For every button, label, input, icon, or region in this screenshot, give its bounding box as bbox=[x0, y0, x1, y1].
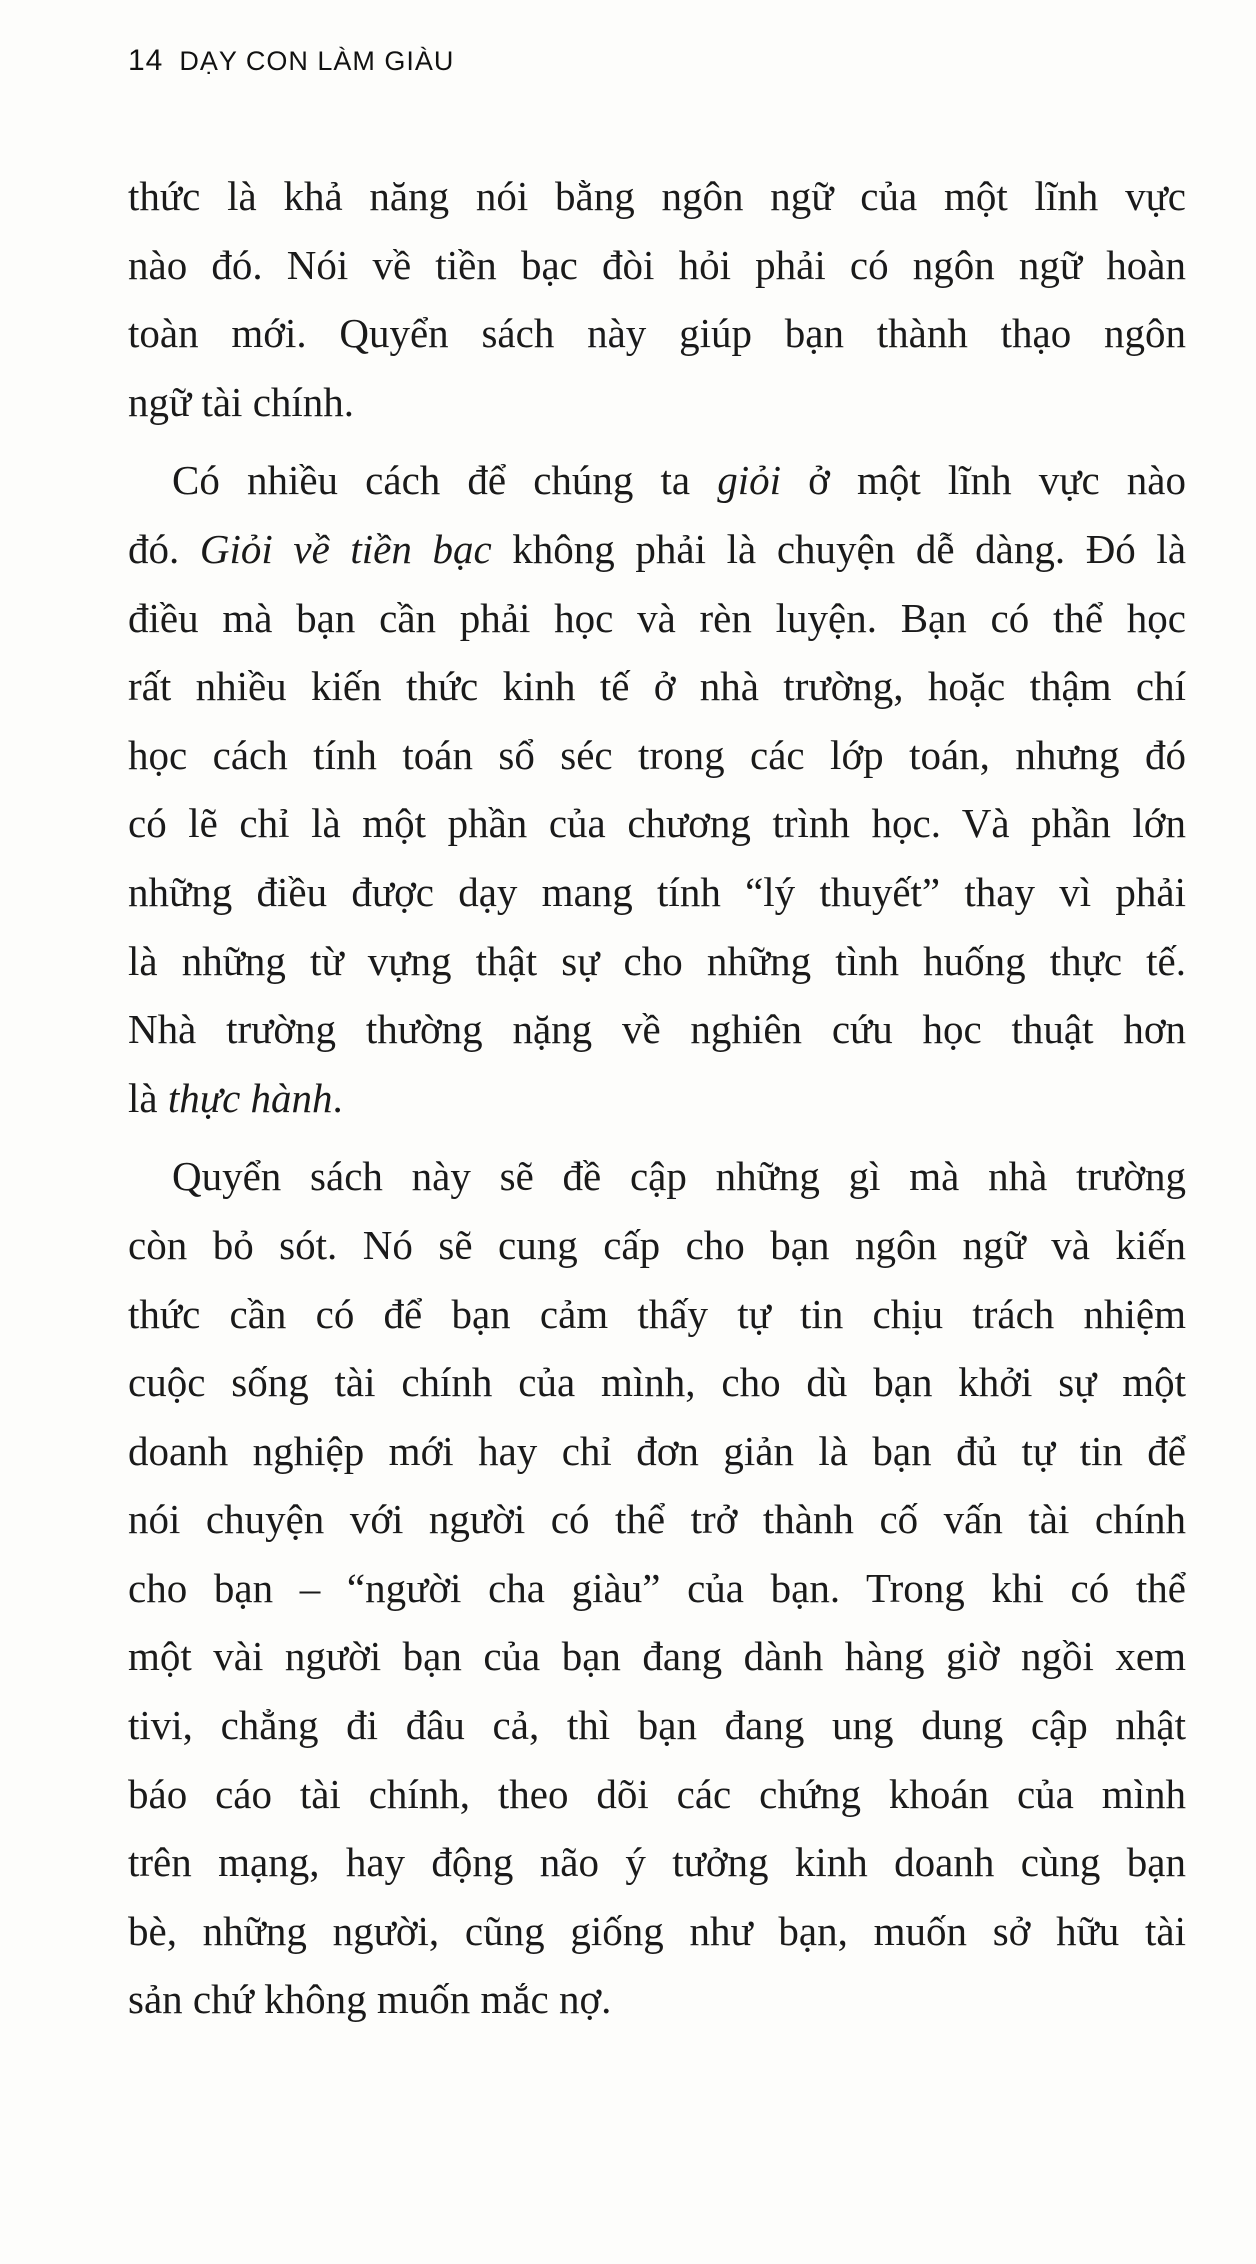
book-title: DẠY CON LÀM GIÀU bbox=[179, 46, 455, 76]
text-line: báo cáo tài chính, theo dõi các chứng khoán của mình bbox=[128, 1770, 1186, 1817]
text-run: . bbox=[332, 1074, 343, 1121]
text-line: bè, những người, cũng giống như bạn, muốn sở hữu tài bbox=[128, 1907, 1186, 1954]
text-line: nào đó. Nói về tiền bạc đòi hỏi phải có ngôn ngữ hoàn bbox=[128, 241, 1186, 288]
text-line: là những từ vựng thật sự cho những tình huống thực tế. bbox=[128, 937, 1186, 984]
italic-text: giỏi bbox=[717, 457, 782, 504]
text-line: trên mạng, hay động não ý tưởng kinh doanh cùng bạn bbox=[128, 1839, 1186, 1886]
text-line: những điều được dạy mang tính “lý thuyết” thay vì phải bbox=[128, 868, 1186, 915]
text-run: Có nhiều cách để chúng ta bbox=[172, 457, 718, 504]
text-line bbox=[128, 446, 1186, 515]
text-run: không phải là chuyện dễ dàng. Đó là bbox=[491, 525, 1187, 572]
text-line: nói chuyện với người có thể trở thành cố vấn tài chính bbox=[128, 1496, 1186, 1543]
text-line: thức cần có để bạn cảm thấy tự tin chịu trách nhiệm bbox=[128, 1290, 1186, 1337]
text-run: ở một lĩnh vực nào bbox=[781, 457, 1186, 504]
text-line: tivi, chẳng đi đâu cả, thì bạn đang ung dung cập nhật bbox=[128, 1702, 1186, 1749]
text-line: doanh nghiệp mới hay chỉ đơn giản là bạn đủ tự tin để bbox=[128, 1427, 1186, 1474]
text-line: ngữ tài chính. bbox=[128, 378, 355, 425]
paragraph-3 bbox=[128, 1142, 1186, 2034]
text-line: cho bạn – “người cha giàu” của bạn. Trong khi có thể bbox=[128, 1564, 1186, 1611]
text-line: còn bỏ sót. Nó sẽ cung cấp cho bạn ngôn ngữ và kiến bbox=[128, 1221, 1186, 1268]
text-line bbox=[128, 1064, 1186, 1133]
text-run: đó. bbox=[128, 525, 200, 572]
paragraph-1 bbox=[128, 162, 1186, 436]
text-line: thức là khả năng nói bằng ngôn ngữ của một lĩnh vực bbox=[128, 173, 1186, 219]
text-line: học cách tính toán sổ séc trong các lớp toán, nhưng đó bbox=[128, 731, 1186, 778]
text-line: rất nhiều kiến thức kinh tế ở nhà trường, hoặc thậm chí bbox=[128, 663, 1186, 710]
text-run: là bbox=[128, 1074, 168, 1121]
paragraph-2 bbox=[128, 446, 1186, 1132]
text-line: toàn mới. Quyển sách này giúp bạn thành thạo ngôn bbox=[128, 310, 1186, 357]
page-number: 14 bbox=[128, 44, 164, 77]
text-line: sản chứ không muốn mắc nợ. bbox=[128, 1976, 612, 2023]
running-header bbox=[128, 44, 454, 78]
text-line: một vài người bạn của bạn đang dành hàng giờ ngồi xem bbox=[128, 1633, 1186, 1680]
italic-text: Giỏi về tiền bạc bbox=[199, 525, 492, 572]
body-text bbox=[128, 162, 1186, 2034]
italic-text: thực hành bbox=[167, 1074, 333, 1121]
text-line: cuộc sống tài chính của mình, cho dù bạn khởi sự một bbox=[128, 1359, 1186, 1406]
text-line bbox=[128, 515, 1186, 584]
text-line: Quyển sách này sẽ đề cập những gì mà nhà trường bbox=[172, 1153, 1186, 1200]
text-line: Nhà trường thường nặng về nghiên cứu học thuật hơn bbox=[128, 1006, 1186, 1053]
text-line: có lẽ chỉ là một phần của chương trình học. Và phần lớn bbox=[128, 800, 1186, 847]
text-line: điều mà bạn cần phải học và rèn luyện. Bạn có thể học bbox=[128, 594, 1186, 641]
